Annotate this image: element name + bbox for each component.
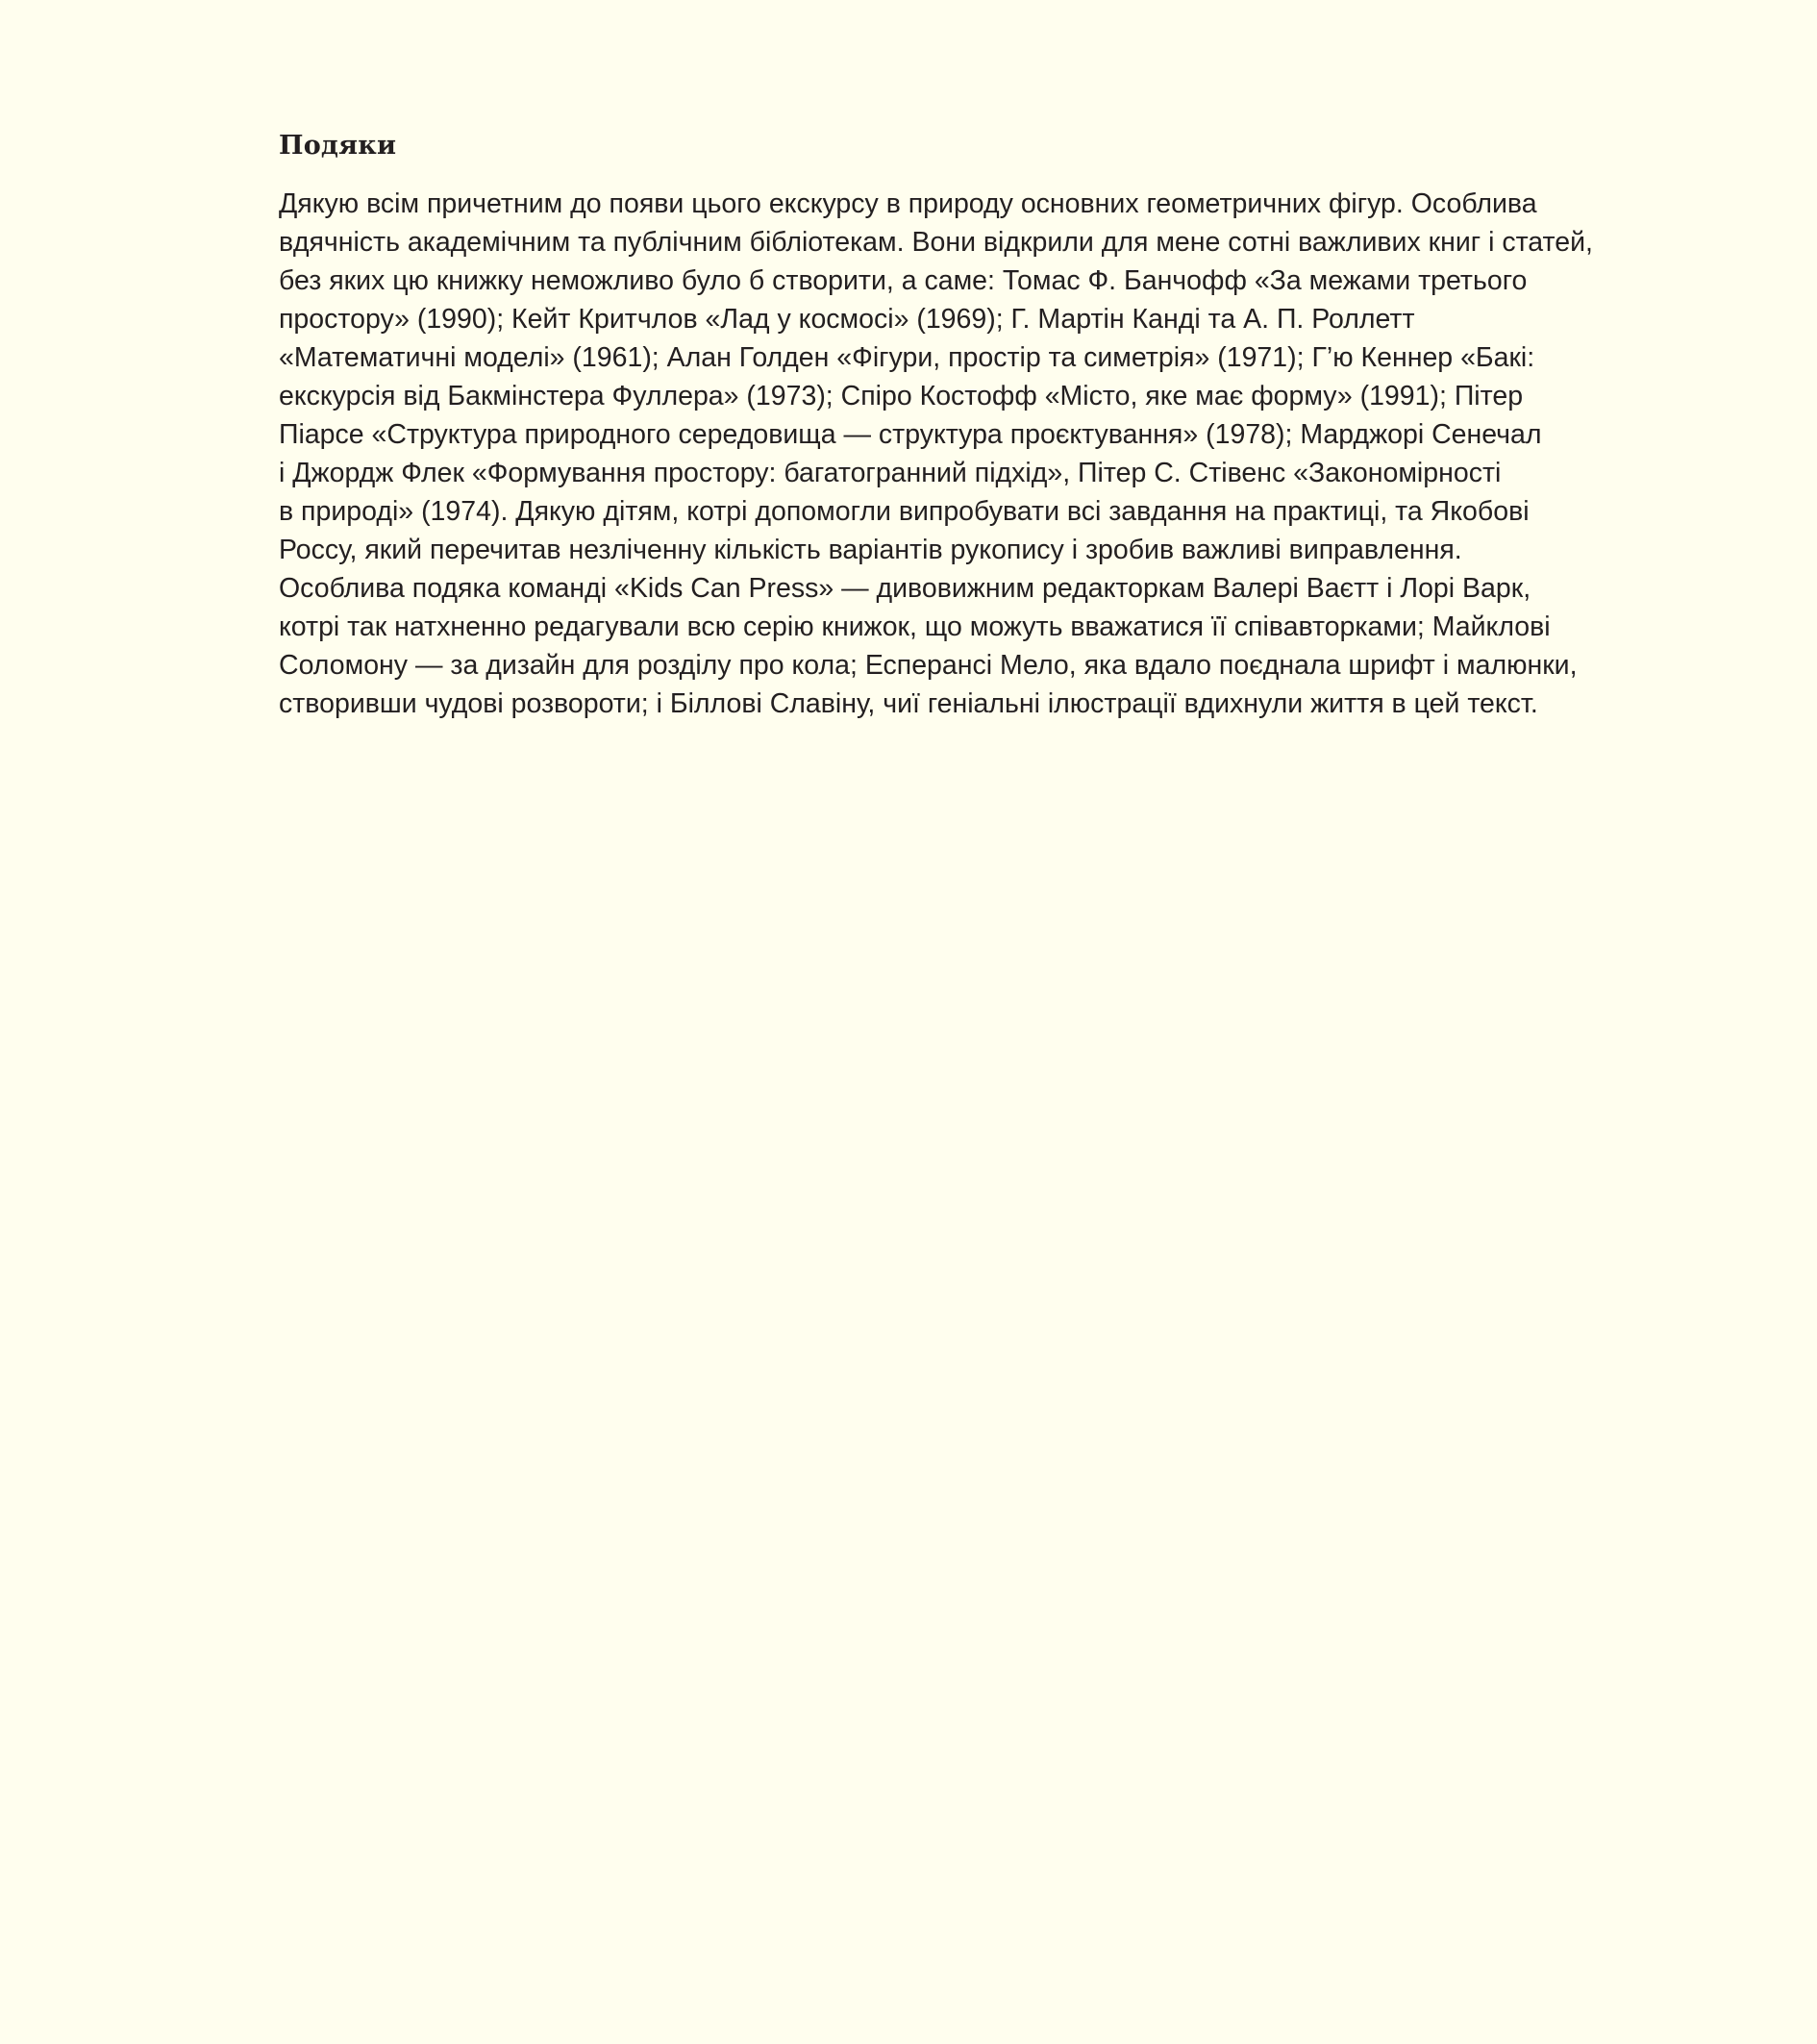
paragraph-line: Особлива подяка команді «Kids Can Press» — дивовижним редакторкам Валері Ваєтт і Лорі Варк,	[279, 573, 1531, 604]
paragraph-line: Дякую всім причетним до появи цього екскурсу в природу основних геометричних фігур. Особлива	[279, 188, 1537, 219]
paragraph-line: без яких цю книжку неможливо було б створити, а саме: Томас Ф. Банчофф «За межами третього	[279, 265, 1528, 296]
paragraph-line: Соломону — за дизайн для розділу про кола; Есперансі Мело, яка вдало поєднала шрифт і малюнки,	[279, 650, 1578, 681]
paragraph-line: екскурсія від Бакмінстера Фуллера» (1973); Спіро Костофф «Місто, яке має форму» (1991); Пітер	[279, 381, 1524, 411]
paragraph-line: «Математичні моделі» (1961); Алан Голден «Фігури, простір та симетрія» (1971); Г’ю Кеннер «Бакі:	[279, 342, 1535, 373]
paragraph-line: вдячність академічним та публічним бібліотекам. Вони відкрили для мене сотні важливих книг і статей,	[279, 227, 1593, 258]
paragraph-line: Піарсе «Структура природного середовища — структура проєктування» (1978); Марджорі Сенечал	[279, 419, 1542, 450]
paragraph-line: простору» (1990); Кейт Критчлов «Лад у космосі» (1969); Г. Мартін Канді та А. П. Роллетт	[279, 304, 1415, 335]
paragraph-line: і Джордж Флек «Формування простору: багатогранний підхід», Пітер С. Стівенс «Закономірності	[279, 458, 1502, 488]
paragraph-line: котрі так натхненно редагували всю серію книжок, що можуть вважатися її співавторками; Майклові	[279, 611, 1551, 642]
paragraph-line: Россу, який перечитав незліченну кількість варіантів рукопису і зробив важливі виправлення.	[279, 535, 1462, 565]
paragraph-line: в природі» (1974). Дякую дітям, котрі допомогли випробувати всі завдання на практиці, та Якобові	[279, 496, 1530, 527]
acknowledgements-paragraph	[279, 185, 1610, 723]
section-heading: Подяки	[279, 131, 397, 161]
paragraph-line: створивши чудові розвороти; і Біллові Славіну, чиї геніальні ілюстрації вдихнули життя в цей текст.	[279, 688, 1538, 719]
acknowledgements-section	[279, 127, 1610, 723]
